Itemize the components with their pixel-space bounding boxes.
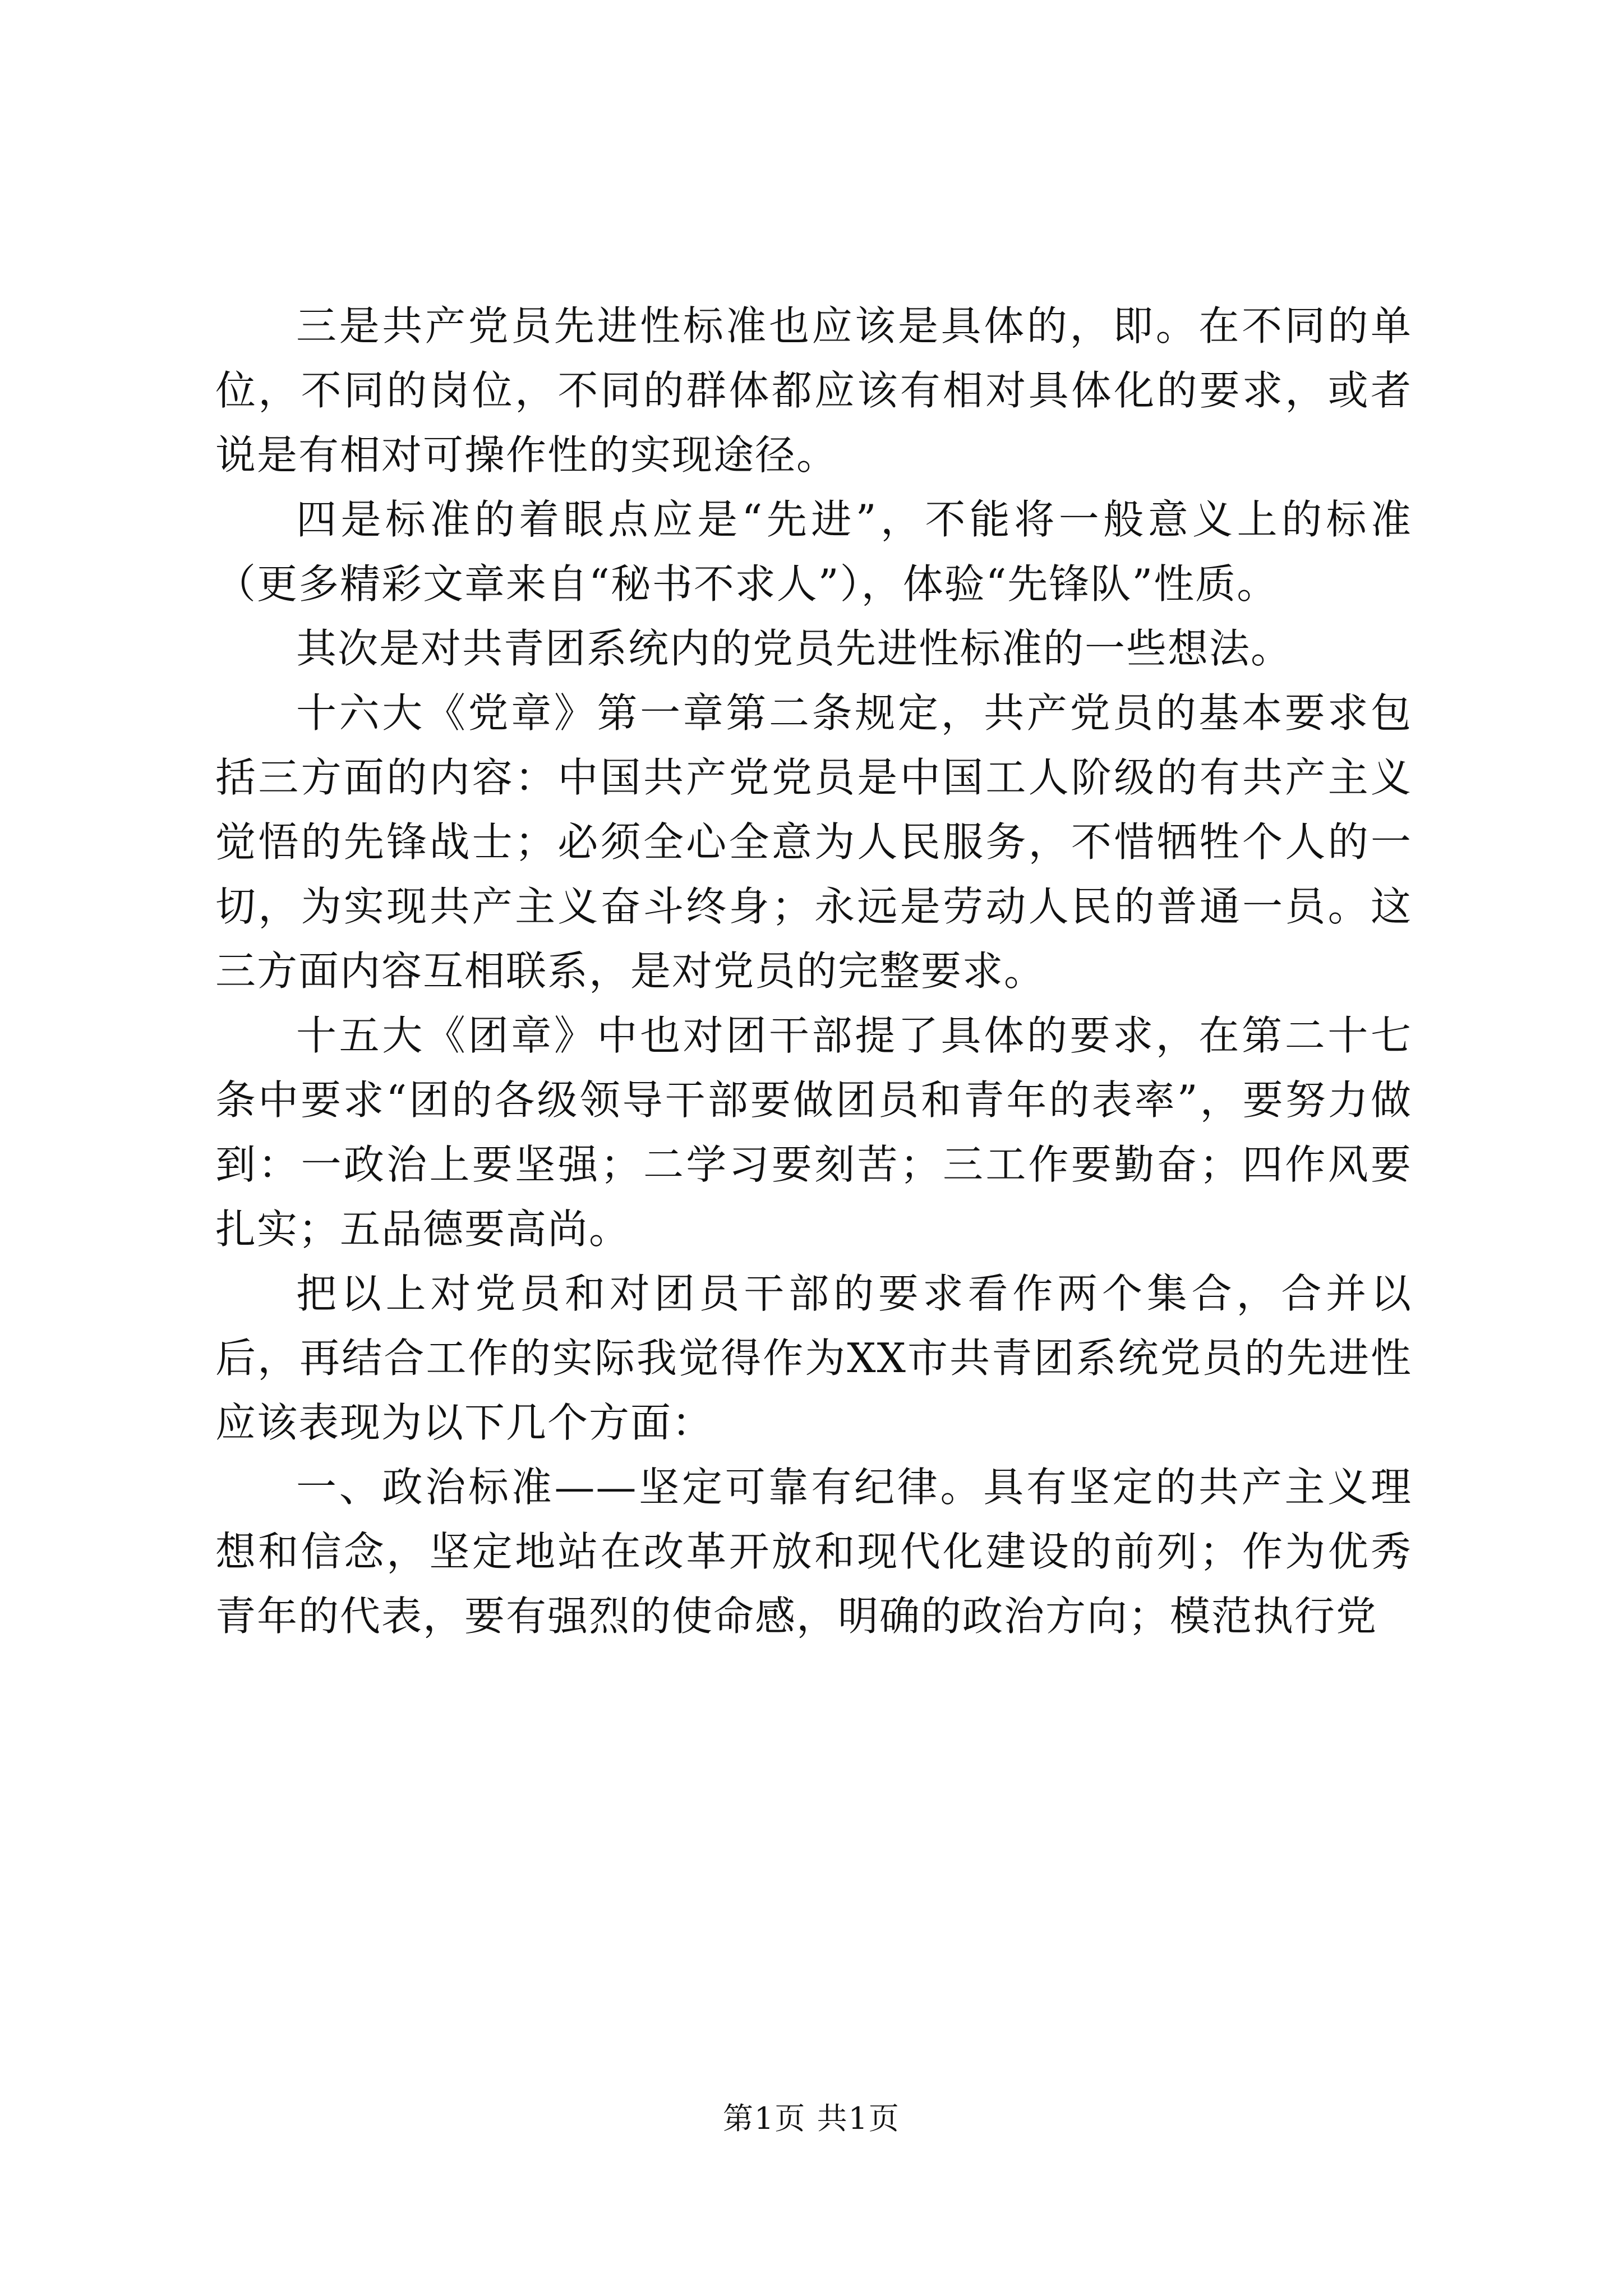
paragraph: 十六大《党章》第一章第二条规定，共产党员的基本要求包括三方面的内容：中国共产党党员是中国工人阶级的有共产主义觉悟的先锋战士；必须全心全意为人民服务，不惜牺牲个人的一切，为实现共产主义奋斗终身；永远是劳动人民的普通一员。这三方面内容互相联系，是对党员的完整要求。	[215, 689, 1412, 995]
page-number-footer: 第1页 共1页	[723, 2101, 900, 2136]
document-body	[215, 294, 1412, 1649]
paragraph: 把以上对党员和对团员干部的要求看作两个集合，合并以后，再结合工作的实际我觉得作为XX市共青团系统党员的先进性应该表现为以下几个方面：	[215, 1270, 1412, 1446]
paragraph: 其次是对共青团系统内的党员先进性标准的一些想法。	[296, 625, 1293, 672]
paragraph: 一、政治标准——坚定可靠有纪律。具有坚定的共产主义理想和信念，坚定地站在改革开放和现代化建设的前列；作为优秀青年的代表，要有强烈的使命感，明确的政治方向；模范执行党	[215, 1464, 1412, 1640]
paragraph: 三是共产党员先进性标准也应该是具体的，即。在不同的单位，不同的岗位，不同的群体都应该有相对具体化的要求，或者说是有相对可操作性的实现途径。	[215, 302, 1412, 478]
paragraph: 十五大《团章》中也对团干部提了具体的要求，在第二十七条中要求“团的各级领导干部要做团员和青年的表率”，要努力做到：一政治上要坚强；二学习要刻苦；三工作要勤奋；四作风要扎实；五品德要高尚。	[215, 1012, 1412, 1253]
paragraph: 四是标准的着眼点应是“先进”，不能将一般意义上的标准（更多精彩文章来自“秘书不求人”），体验“先锋队”性质。	[215, 496, 1412, 608]
